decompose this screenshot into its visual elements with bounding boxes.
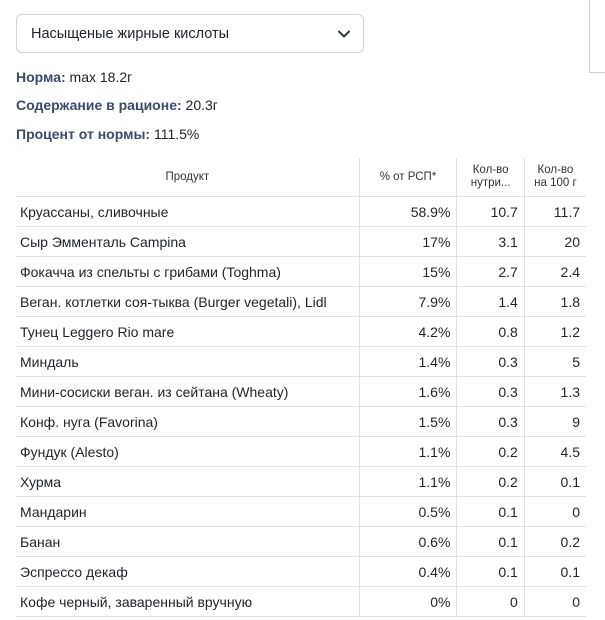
qty-cell: 0.1 bbox=[457, 497, 524, 527]
product-name-cell: Конф. нуга (Favorina) bbox=[16, 407, 359, 437]
content-value: 20.3г bbox=[185, 97, 218, 113]
qty-cell: 0.1 bbox=[457, 557, 524, 587]
qty100-cell: 20 bbox=[524, 227, 586, 257]
col-header-product[interactable]: Продукт bbox=[16, 158, 359, 197]
col-header-qty[interactable] bbox=[457, 158, 524, 197]
panel-divider bbox=[589, 72, 605, 73]
nutrient-products-table bbox=[16, 158, 586, 617]
content-line bbox=[16, 97, 218, 113]
table-row bbox=[16, 407, 586, 437]
qty100-cell: 0.2 bbox=[524, 527, 586, 557]
content-label: Содержание в рационе: bbox=[16, 97, 182, 113]
table-row bbox=[16, 497, 586, 527]
percent-line bbox=[16, 126, 199, 142]
percent-cell: 7.9% bbox=[359, 287, 457, 317]
percent-value: 111.5% bbox=[153, 126, 200, 142]
qty100-cell: 1.3 bbox=[524, 377, 586, 407]
qty-cell: 2.7 bbox=[457, 257, 524, 287]
product-name-cell: Кофе черный, заваренный вручную bbox=[16, 587, 359, 617]
qty-cell: 0.2 bbox=[457, 467, 524, 497]
product-name-cell: Веган. котлетки соя-тыква (Burger vegetali), Lidl bbox=[16, 287, 359, 317]
table-header-row bbox=[16, 158, 586, 197]
qty-cell: 0.3 bbox=[457, 377, 524, 407]
percent-cell: 0.6% bbox=[359, 527, 457, 557]
table-row bbox=[16, 257, 586, 287]
percent-cell: 15% bbox=[359, 257, 457, 287]
product-name-cell: Миндаль bbox=[16, 347, 359, 377]
table-row bbox=[16, 377, 586, 407]
qty100-cell: 0.1 bbox=[524, 467, 586, 497]
norm-line bbox=[16, 69, 132, 85]
product-name-cell: Круассаны, сливочные bbox=[16, 197, 359, 227]
product-name-cell: Фундук (Alesto) bbox=[16, 437, 359, 467]
chevron-down-icon[interactable] bbox=[337, 27, 351, 41]
product-name-cell: Мини-сосиски веган. из сейтана (Wheaty) bbox=[16, 377, 359, 407]
percent-cell: 1.1% bbox=[359, 467, 457, 497]
col-header-qty-line1: Кол-во bbox=[472, 164, 509, 177]
percent-cell: 1.5% bbox=[359, 407, 457, 437]
percent-label: Процент от нормы: bbox=[16, 126, 151, 142]
product-name-cell: Мандарин bbox=[16, 497, 359, 527]
table-row bbox=[16, 527, 586, 557]
nutrient-select[interactable] bbox=[16, 14, 364, 53]
qty100-cell: 4.5 bbox=[524, 437, 586, 467]
col-header-qty100-line2: на 100 г bbox=[534, 177, 577, 189]
col-header-qty100-line1: Кол-во bbox=[537, 164, 574, 177]
table-row bbox=[16, 587, 586, 617]
product-name-cell: Хурма bbox=[16, 467, 359, 497]
product-name-cell: Фокачча из спельты с грибами (Toghma) bbox=[16, 257, 359, 287]
qty-cell: 0.8 bbox=[457, 317, 524, 347]
table-row bbox=[16, 467, 586, 497]
qty100-cell: 5 bbox=[524, 347, 586, 377]
percent-cell: 58.9% bbox=[359, 197, 457, 227]
qty100-cell: 0 bbox=[524, 497, 586, 527]
product-name-cell: Тунец Leggero Rio mare bbox=[16, 317, 359, 347]
qty-cell: 10.7 bbox=[457, 197, 524, 227]
table-row bbox=[16, 347, 586, 377]
qty100-cell: 2.4 bbox=[524, 257, 586, 287]
table-row bbox=[16, 197, 586, 227]
col-header-percent[interactable]: % от РСП* bbox=[359, 158, 457, 197]
table-row bbox=[16, 437, 586, 467]
qty-cell: 0 bbox=[457, 587, 524, 617]
qty-cell: 0.1 bbox=[457, 527, 524, 557]
product-name-cell: Банан bbox=[16, 527, 359, 557]
qty-cell: 0.2 bbox=[457, 437, 524, 467]
table-row bbox=[16, 317, 586, 347]
nutrient-select-value: Насыщеные жирные кислоты bbox=[31, 25, 230, 42]
qty100-cell: 0.1 bbox=[524, 557, 586, 587]
percent-cell: 4.2% bbox=[359, 317, 457, 347]
table-row bbox=[16, 287, 586, 317]
qty100-cell: 9 bbox=[524, 407, 586, 437]
qty-cell: 1.4 bbox=[457, 287, 524, 317]
table-row bbox=[16, 227, 586, 257]
qty100-cell: 11.7 bbox=[524, 197, 586, 227]
qty-cell: 0.3 bbox=[457, 347, 524, 377]
product-name-cell: Эспрессо декаф bbox=[16, 557, 359, 587]
qty100-cell: 0 bbox=[524, 587, 586, 617]
norm-value: max 18.2г bbox=[69, 69, 133, 85]
right-panel-edge bbox=[589, 0, 605, 620]
percent-cell: 0% bbox=[359, 587, 457, 617]
qty-cell: 0.3 bbox=[457, 407, 524, 437]
percent-cell: 1.4% bbox=[359, 347, 457, 377]
qty-cell: 3.1 bbox=[457, 227, 524, 257]
percent-cell: 0.5% bbox=[359, 497, 457, 527]
col-header-qty100[interactable] bbox=[524, 158, 586, 197]
qty100-cell: 1.8 bbox=[524, 287, 586, 317]
norm-label: Норма: bbox=[16, 69, 66, 85]
product-name-cell: Сыр Эмменталь Campina bbox=[16, 227, 359, 257]
panel-divider bbox=[589, 0, 590, 72]
percent-cell: 1.1% bbox=[359, 437, 457, 467]
table-row bbox=[16, 557, 586, 587]
qty100-cell: 1.2 bbox=[524, 317, 586, 347]
percent-cell: 1.6% bbox=[359, 377, 457, 407]
col-header-qty-line2: нутри... bbox=[470, 177, 511, 189]
percent-cell: 17% bbox=[359, 227, 457, 257]
percent-cell: 0.4% bbox=[359, 557, 457, 587]
